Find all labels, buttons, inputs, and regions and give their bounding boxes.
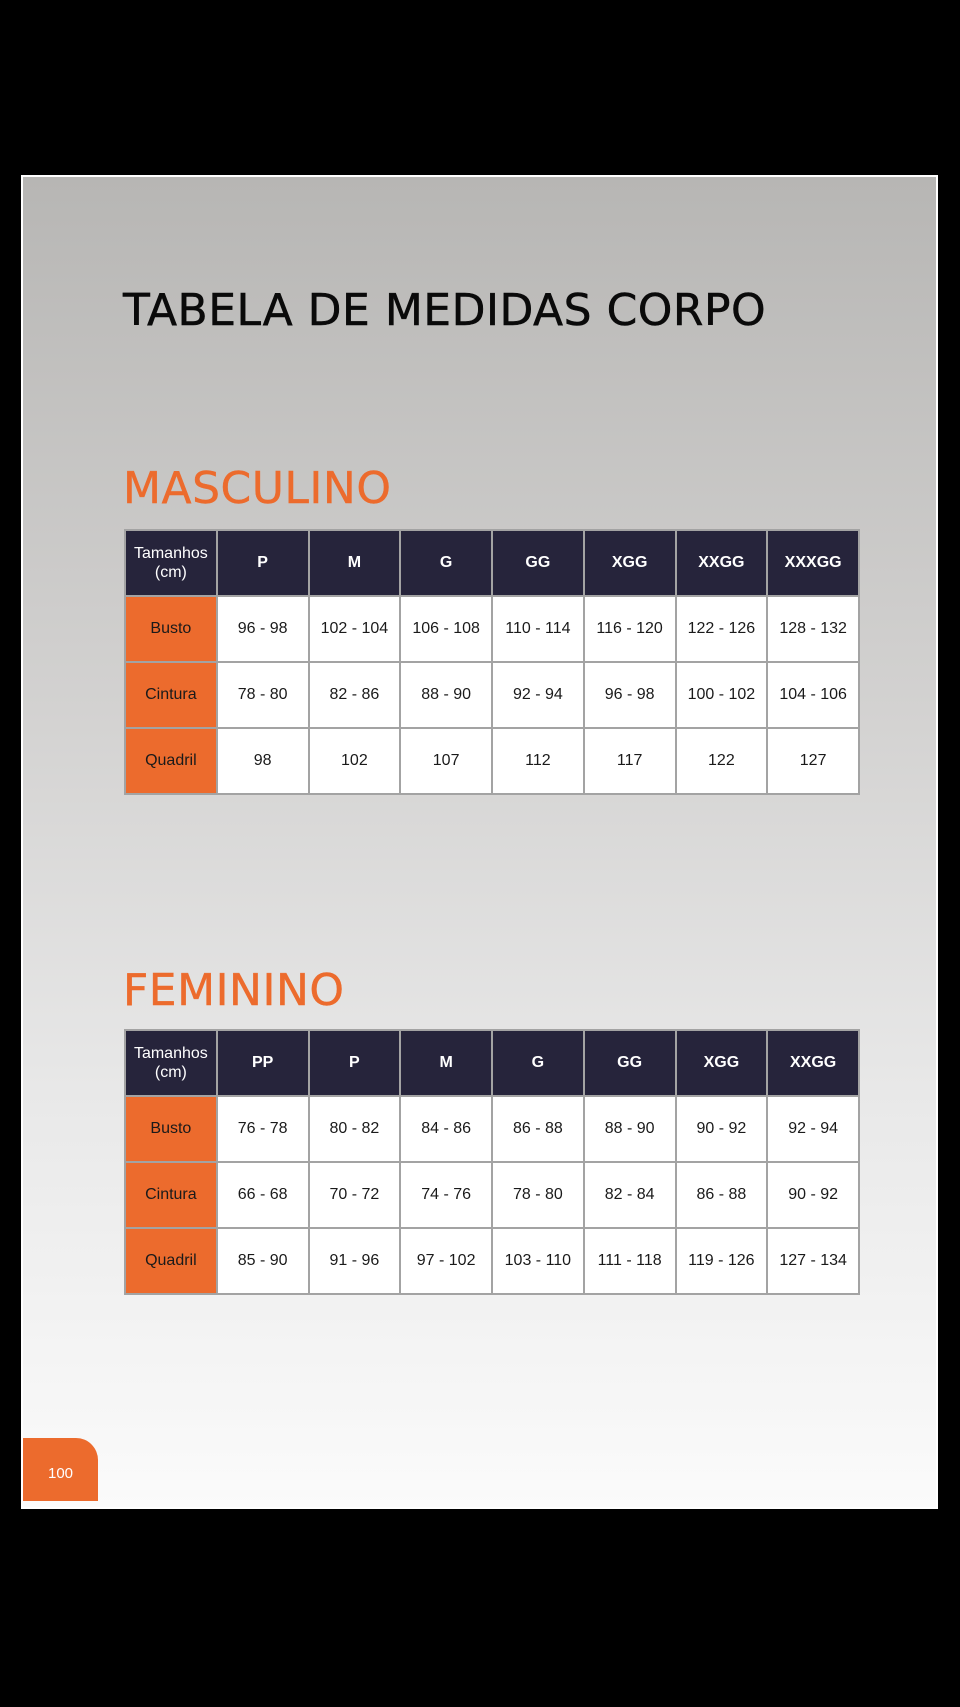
size-header: P [309, 1030, 401, 1096]
table-row [125, 728, 859, 794]
size-header: XGG [584, 530, 676, 596]
size-header: GG [492, 530, 584, 596]
catalog-page [21, 175, 938, 1509]
table-cell: 90 - 92 [676, 1096, 768, 1162]
table-cell: 107 [400, 728, 492, 794]
table-cell: 82 - 84 [584, 1162, 676, 1228]
size-header: P [217, 530, 309, 596]
feminino-title: FEMININO [123, 965, 345, 1016]
table-cell: 100 - 102 [676, 662, 768, 728]
table-cell: 90 - 92 [767, 1162, 859, 1228]
page-number: 100 [47, 1465, 74, 1482]
table-row [125, 1228, 859, 1294]
table-cell: 102 [309, 728, 401, 794]
table-header-row [125, 1030, 859, 1096]
table-cell: 116 - 120 [584, 596, 676, 662]
table-row [125, 1096, 859, 1162]
table-cell: 76 - 78 [217, 1096, 309, 1162]
table-cell: 74 - 76 [400, 1162, 492, 1228]
table-header-row [125, 530, 859, 596]
table-cell: 128 - 132 [767, 596, 859, 662]
table-cell: 88 - 90 [400, 662, 492, 728]
table-cell: 104 - 106 [767, 662, 859, 728]
masculino-title: MASCULINO [123, 463, 392, 514]
size-header: G [492, 1030, 584, 1096]
table-cell: 66 - 68 [217, 1162, 309, 1228]
table-row [125, 1162, 859, 1228]
size-header: XXGG [767, 1030, 859, 1096]
table-cell: 110 - 114 [492, 596, 584, 662]
table-cell: 88 - 90 [584, 1096, 676, 1162]
table-cell: 92 - 94 [767, 1096, 859, 1162]
row-label: Quadril [125, 1228, 217, 1294]
table-cell: 127 - 134 [767, 1228, 859, 1294]
table-cell: 91 - 96 [309, 1228, 401, 1294]
table-cell: 70 - 72 [309, 1162, 401, 1228]
row-label: Busto [125, 596, 217, 662]
table-cell: 112 [492, 728, 584, 794]
corner-header: Tamanhos (cm) [125, 1030, 217, 1096]
table-cell: 78 - 80 [492, 1162, 584, 1228]
table-cell: 102 - 104 [309, 596, 401, 662]
table-cell: 80 - 82 [309, 1096, 401, 1162]
table-row [125, 596, 859, 662]
table-row [125, 662, 859, 728]
table-cell: 119 - 126 [676, 1228, 768, 1294]
table-cell: 86 - 88 [676, 1162, 768, 1228]
size-header: GG [584, 1030, 676, 1096]
size-header: XGG [676, 1030, 768, 1096]
table-cell: 98 [217, 728, 309, 794]
page-number-tab [23, 1438, 98, 1501]
table-cell: 97 - 102 [400, 1228, 492, 1294]
table-cell: 86 - 88 [492, 1096, 584, 1162]
size-header: M [309, 530, 401, 596]
table-cell: 96 - 98 [217, 596, 309, 662]
table-cell: 127 [767, 728, 859, 794]
table-cell: 78 - 80 [217, 662, 309, 728]
row-label: Busto [125, 1096, 217, 1162]
size-header: XXGG [676, 530, 768, 596]
size-header: M [400, 1030, 492, 1096]
table-cell: 106 - 108 [400, 596, 492, 662]
table-cell: 117 [584, 728, 676, 794]
table-cell: 122 - 126 [676, 596, 768, 662]
row-label: Quadril [125, 728, 217, 794]
feminino-size-table [124, 1029, 860, 1295]
table-cell: 111 - 118 [584, 1228, 676, 1294]
table-cell: 96 - 98 [584, 662, 676, 728]
size-header: G [400, 530, 492, 596]
table-cell: 82 - 86 [309, 662, 401, 728]
corner-header: Tamanhos (cm) [125, 530, 217, 596]
size-header: XXXGG [767, 530, 859, 596]
size-header: PP [217, 1030, 309, 1096]
table-cell: 84 - 86 [400, 1096, 492, 1162]
table-cell: 122 [676, 728, 768, 794]
page-title: TABELA DE MEDIDAS CORPO [123, 285, 767, 336]
row-label: Cintura [125, 1162, 217, 1228]
table-cell: 92 - 94 [492, 662, 584, 728]
row-label: Cintura [125, 662, 217, 728]
table-cell: 85 - 90 [217, 1228, 309, 1294]
table-cell: 103 - 110 [492, 1228, 584, 1294]
masculino-size-table [124, 529, 860, 795]
